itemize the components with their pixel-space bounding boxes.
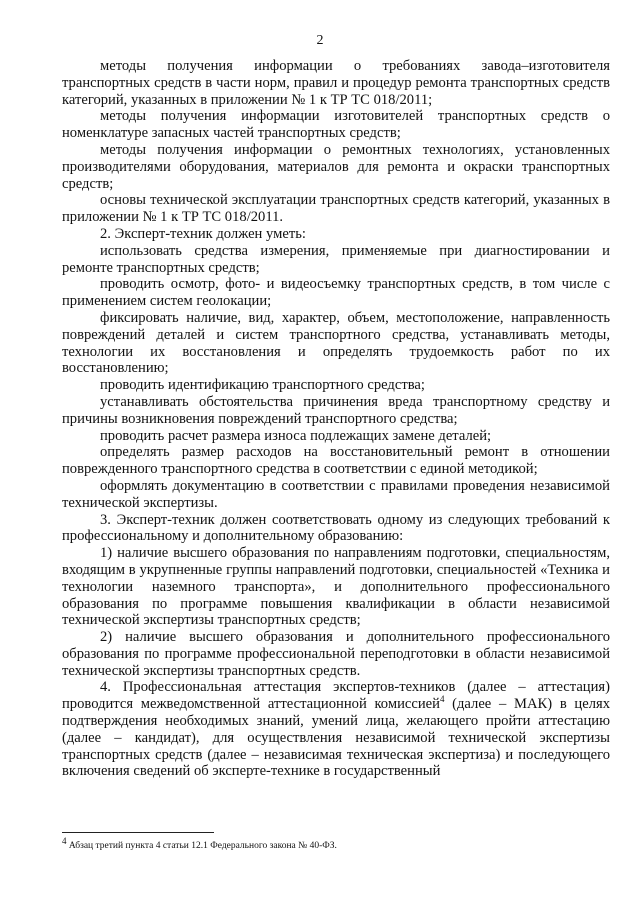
- paragraph: проводить расчет размера износа подлежащих замене деталей;: [100, 427, 492, 444]
- footnote-divider: [62, 832, 214, 833]
- footnote-text: Абзац третий пункта 4 статьи 12.1 Федерального закона № 40-ФЗ.: [66, 841, 337, 851]
- paragraph: проводить осмотр, фото- и видеосъемку транспортных средств, в том числе с применением систем геолокации;: [62, 276, 610, 310]
- paragraph: 1) наличие высшего образования по направлениям подготовки, специальностям, входящим в укрупненные группы направлений подготовки, специальностей «Техника и технологии наземного транспорта», и дополнительного профессионального образования по программе повышения квалификации в области независимой технической экспертизы транспортных средств;: [62, 545, 610, 629]
- paragraph: основы технической эксплуатации транспортных средств категорий, указанных в приложении № 1 к ТР ТС 018/2011.: [62, 192, 610, 226]
- paragraph: методы получения информации о требованиях завода–изготовителя транспортных средств в части норм, правил и процедур ремонта транспортных средств категорий, указанных в приложении № 1 к ТР ТС 018/2011;: [62, 58, 610, 108]
- paragraph: проводить идентификацию транспортного средства;: [100, 377, 425, 394]
- paragraph-text: (далее – МАК) в целях подтверждения необходимых знаний, умений лица, желающего пройти аттестацию (далее – кандидат), для осуществления независимой технической экспертизы транспортных средств (далее – независимая техническая экспертиза) и последующего включения сведений об эксперте-технике в государственный: [62, 696, 610, 780]
- paragraph: использовать средства измерения, применяемые при диагностировании и ремонте транспортных средств;: [62, 242, 610, 276]
- paragraph: определять размер расходов на восстановительный ремонт в отношении поврежденного транспортного средства в соответствии с единой методикой;: [62, 444, 610, 478]
- document-body: [62, 58, 610, 780]
- page-number: 2: [316, 33, 324, 48]
- paragraph: оформлять документацию в соответствии с правилами проведения независимой технической экспертизы.: [62, 477, 610, 511]
- section-heading: 2. Эксперт-техник должен уметь:: [100, 225, 306, 242]
- paragraph-with-footnote: [62, 679, 610, 780]
- paragraph: методы получения информации о ремонтных технологиях, установленных производителями оборудования, материалов для ремонта и окраски транспортных средств;: [62, 141, 610, 192]
- footnote-reference[interactable]: 4: [439, 694, 445, 705]
- paragraph: устанавливать обстоятельства причинения вреда транспортному средству и причины возникновения повреждений транспортного средства;: [62, 393, 610, 427]
- paragraph: фиксировать наличие, вид, характер, объем, местоположение, направленность повреждений деталей и систем транспортного средства, устанавливать методы, технологии их восстановления и определять трудоемкость работ по их восстановлению;: [62, 309, 610, 377]
- paragraph-text: 4. Профессиональная аттестация экспертов-техников (далее – аттестация) проводится межведомственной аттестационной комиссией: [62, 679, 610, 713]
- footnote: [62, 835, 610, 852]
- paragraph: методы получения информации изготовителей транспортных средств о номенклатуре запасных частей транспортных средств;: [62, 108, 610, 142]
- footnote-marker: 4: [62, 835, 67, 846]
- paragraph: 3. Эксперт-техник должен соответствовать одному из следующих требований к профессиональному и дополнительному образованию:: [62, 511, 610, 545]
- paragraph: 2) наличие высшего образования и дополнительного профессионального образования по программе профессиональной переподготовки в области независимой технической экспертизы транспортных средств.: [62, 629, 610, 679]
